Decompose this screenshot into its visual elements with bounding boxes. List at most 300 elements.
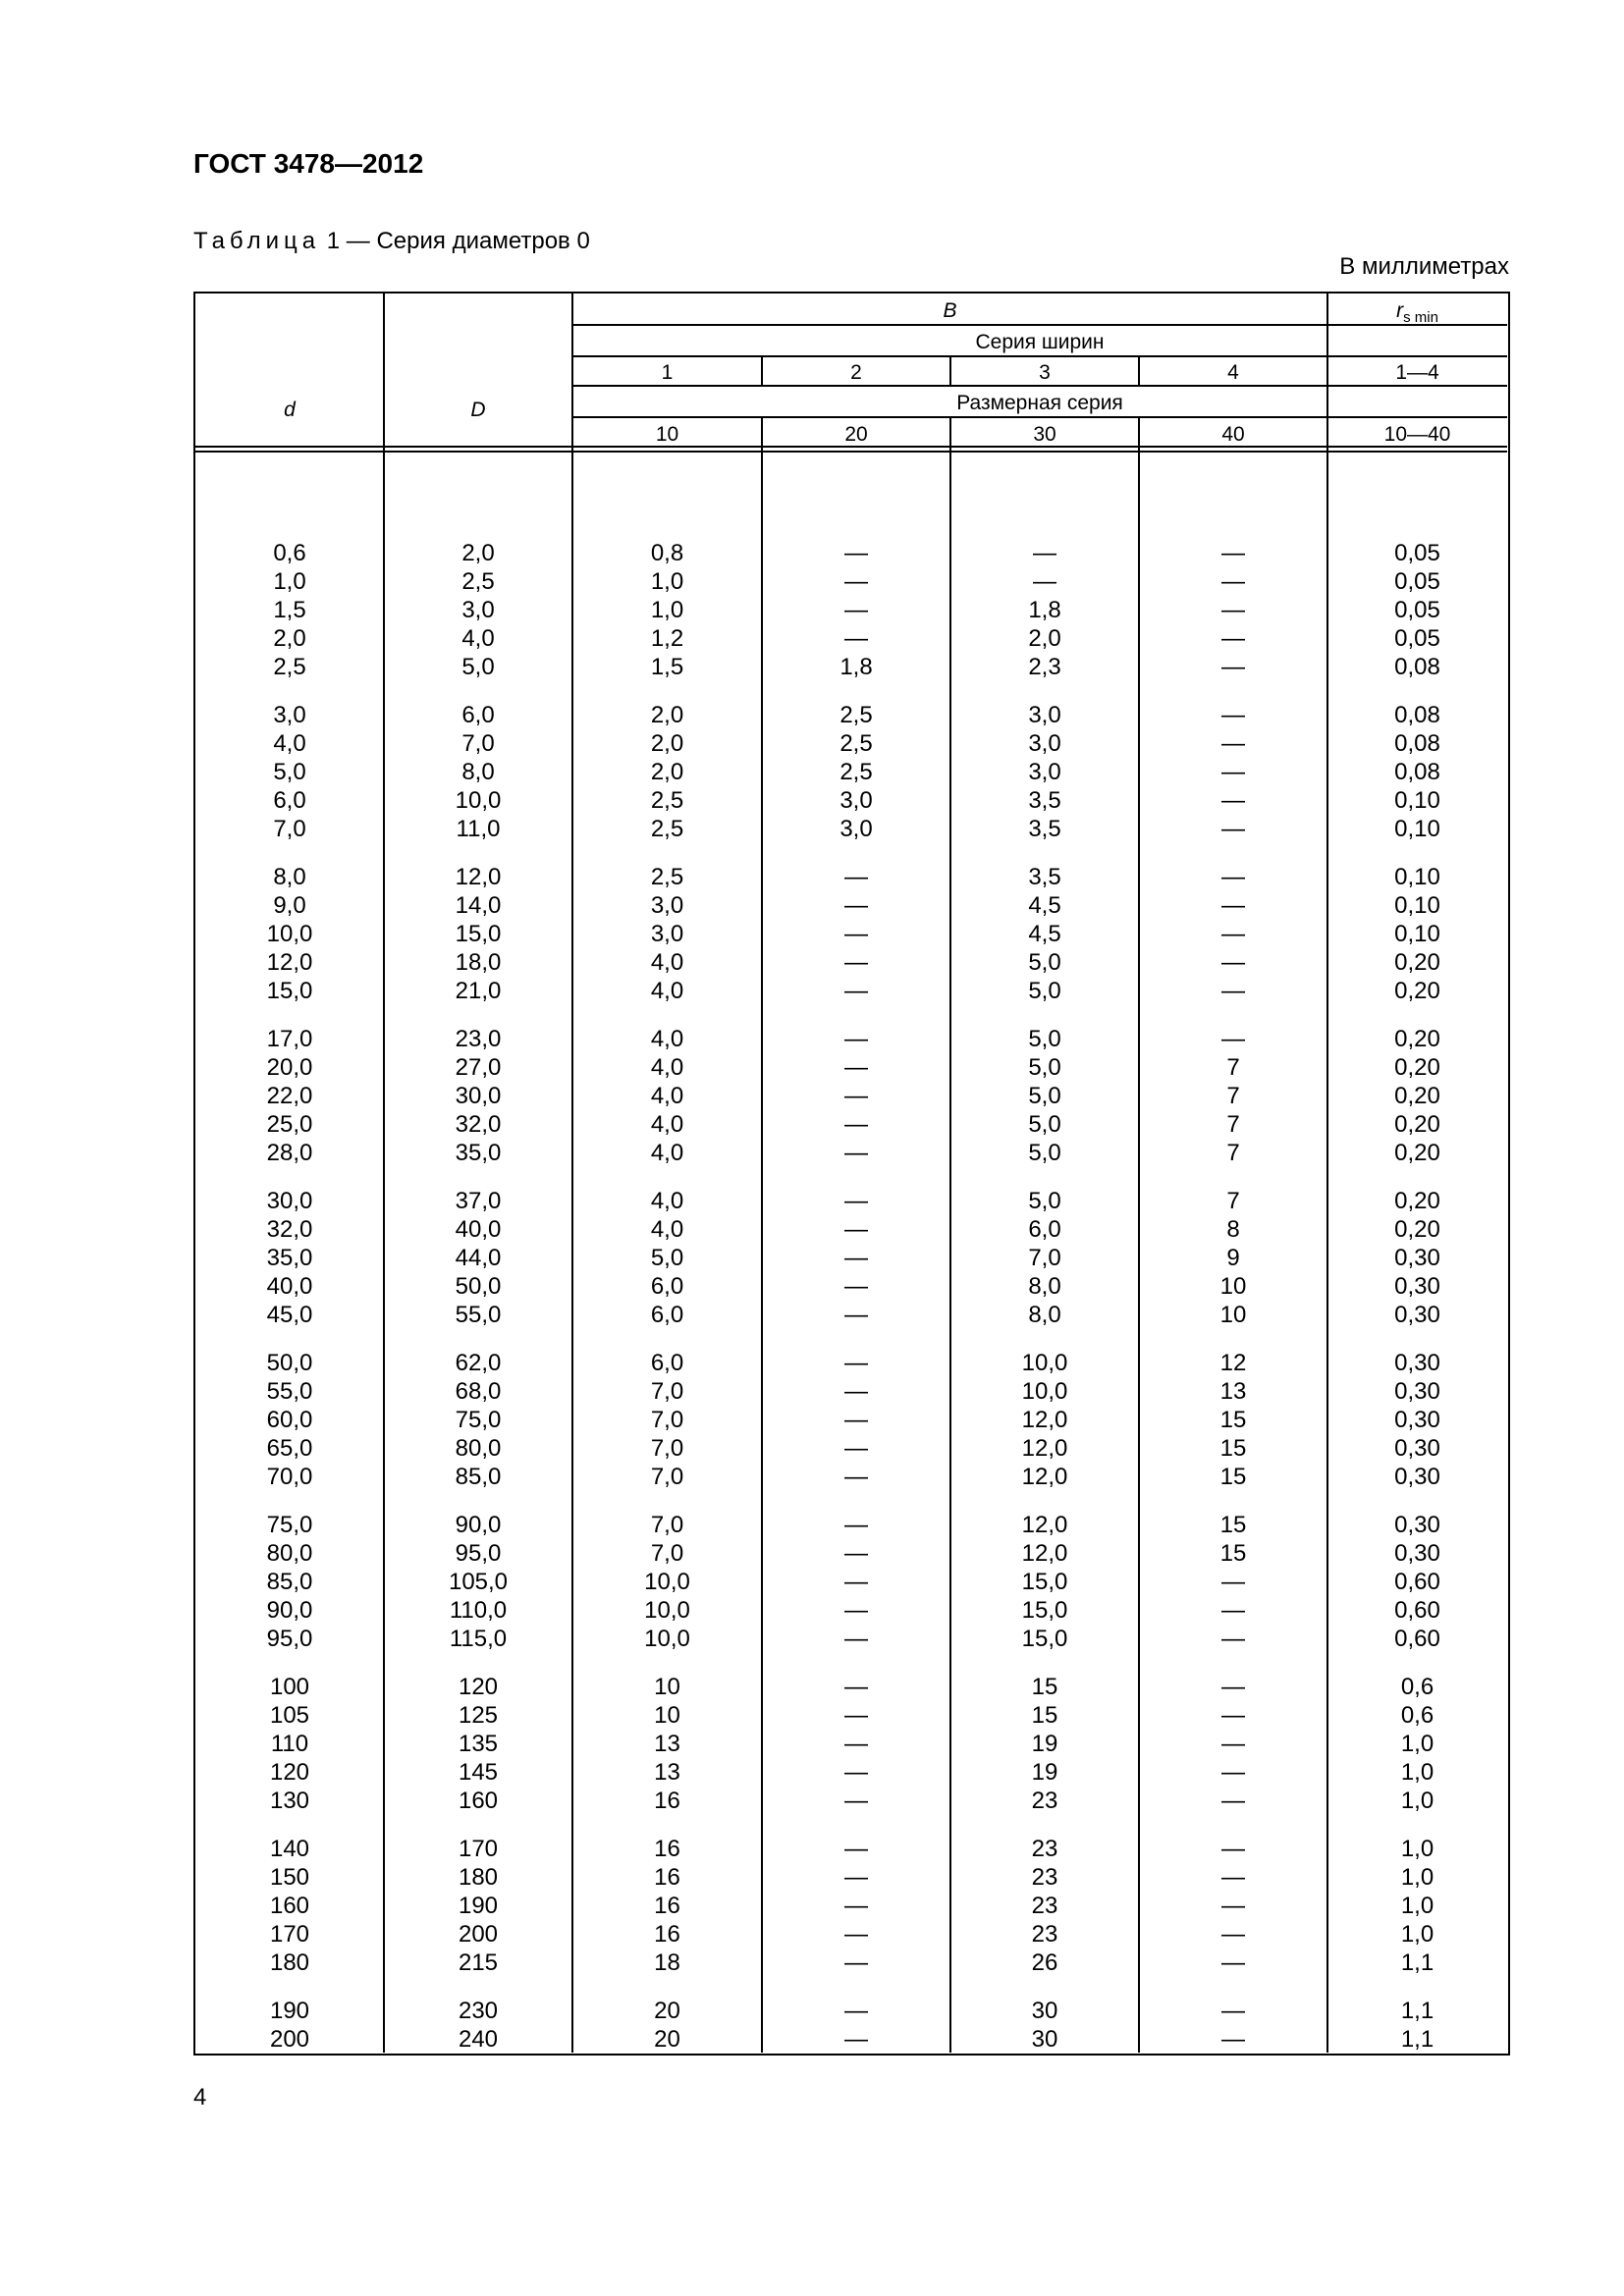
table-cell: — — [1221, 702, 1245, 728]
table-cell: 2,5 — [461, 568, 495, 595]
table-cell: 23,0 — [455, 1026, 502, 1052]
table-cell: — — [844, 1788, 868, 1814]
table-caption-label: Таблица — [193, 228, 321, 254]
header-D-text: D — [470, 399, 486, 421]
table-cell: 7,0 — [461, 730, 495, 757]
page-number: 4 — [193, 2084, 207, 2110]
table-cell: 7,0 — [650, 1378, 684, 1405]
table-cell: 22,0 — [266, 1083, 313, 1109]
table-cell: 85,0 — [266, 1569, 313, 1595]
row-group — [762, 1187, 950, 1329]
table-cell: 0,6 — [273, 540, 306, 566]
table-cell: 16 — [654, 1921, 680, 1948]
table-cell: 4,0 — [650, 978, 684, 1004]
table-cell: 10,0 — [1021, 1378, 1068, 1405]
row-group — [950, 1835, 1139, 1977]
header-series-20: 20 — [844, 423, 868, 446]
table-cell: 5,0 — [1028, 1140, 1061, 1166]
row-group — [950, 1511, 1139, 1653]
table-cell: — — [844, 1674, 868, 1700]
table-cell: 5,0 — [1028, 978, 1061, 1004]
table-cell: 95,0 — [266, 1626, 313, 1652]
row-group — [950, 863, 1139, 1005]
row-group — [950, 1025, 1139, 1167]
header-d-text: d — [284, 399, 296, 421]
table-cell: — — [844, 1626, 868, 1652]
table-cell: 12,0 — [1021, 1464, 1068, 1490]
table-cell: 0,30 — [1394, 1273, 1440, 1300]
table-cell: 0,30 — [1394, 1378, 1440, 1405]
table-cell: — — [1033, 568, 1056, 595]
table-cell: 115,0 — [449, 1626, 508, 1652]
table-cell: 5,0 — [1028, 1054, 1061, 1081]
row-group — [950, 1997, 1139, 2054]
table-cell: 2,0 — [1028, 625, 1061, 652]
table-cell: 180 — [269, 1949, 310, 1976]
table-cell: 10 — [1219, 1273, 1247, 1300]
row-group — [1139, 1835, 1327, 1977]
table-cell: 3,0 — [461, 597, 495, 623]
table-cell: — — [1221, 949, 1245, 976]
table-cell: 190 — [458, 1893, 499, 1919]
table-cell: — — [1221, 568, 1245, 595]
table-cell: 95,0 — [455, 1540, 502, 1567]
table-cell: 20,0 — [266, 1054, 313, 1081]
table-cell: — — [844, 1864, 868, 1891]
table-cell: — — [844, 1949, 868, 1976]
row-group — [572, 539, 762, 681]
table-cell: 1,1 — [1400, 1949, 1435, 1976]
table-cell: 65,0 — [266, 1435, 313, 1462]
table-cell: 160 — [269, 1893, 310, 1919]
table-cell: — — [844, 1378, 868, 1405]
table-cell: 0,30 — [1394, 1350, 1440, 1376]
table-cell: 2,0 — [461, 540, 495, 566]
table-cell: 7 — [1226, 1054, 1240, 1081]
table-cell: 0,10 — [1394, 921, 1440, 947]
table-cell: — — [844, 1111, 868, 1138]
table-cell: — — [844, 597, 868, 623]
table-cell: 85,0 — [455, 1464, 502, 1490]
table-cell: 1,5 — [650, 654, 684, 680]
table-cell: 2,0 — [650, 759, 684, 785]
row-group — [762, 1025, 950, 1167]
table-cell: 11,0 — [456, 816, 501, 842]
table-cell: 15 — [1219, 1407, 1247, 1433]
row-group — [762, 1835, 950, 1977]
table-cell: — — [844, 1731, 868, 1757]
table-cell: 2,3 — [1028, 654, 1061, 680]
table-cell: 1,0 — [273, 568, 306, 595]
table-cell: — — [844, 1140, 868, 1166]
table-cell: 0,05 — [1394, 540, 1440, 566]
table-cell: — — [1221, 864, 1245, 890]
row-group — [195, 1349, 384, 1491]
table-cell: 135 — [458, 1731, 499, 1757]
table-cell: 16 — [654, 1893, 680, 1919]
table-cell: 5,0 — [1028, 949, 1061, 976]
table-cell: 6,0 — [461, 702, 495, 728]
table-cell: 9,0 — [273, 892, 306, 919]
table-cell: 1,0 — [1400, 1759, 1435, 1786]
table-cell: 4,5 — [1028, 892, 1061, 919]
table-cell: 23 — [1031, 1864, 1058, 1891]
table-cell: 3,5 — [1028, 787, 1061, 814]
table-cell: 7,0 — [650, 1464, 684, 1490]
table-cell: 0,30 — [1394, 1435, 1440, 1462]
header-width-3: 3 — [1039, 361, 1051, 384]
column-B-3 — [950, 539, 1139, 2073]
table-cell: 12,0 — [455, 864, 502, 890]
table-cell: — — [1221, 759, 1245, 785]
table-cell: 30,0 — [455, 1083, 502, 1109]
row-group — [1139, 1187, 1327, 1329]
table-cell: 3,0 — [839, 816, 873, 842]
table-cell: 10,0 — [266, 921, 313, 947]
table-cell: — — [844, 1569, 868, 1595]
table-cell: — — [844, 892, 868, 919]
table-cell: — — [1221, 1921, 1245, 1948]
table-cell: 16 — [654, 1788, 680, 1814]
table-cell: 16 — [654, 1864, 680, 1891]
table-cell: 150 — [269, 1864, 310, 1891]
table-cell: — — [1221, 1674, 1245, 1700]
table-cell: 8,0 — [1028, 1273, 1061, 1300]
table-cell: 5,0 — [650, 1245, 684, 1271]
table-cell: 2,5 — [650, 864, 684, 890]
header-series-30: 30 — [1033, 423, 1056, 446]
table-cell: — — [844, 921, 868, 947]
table-cell: — — [1221, 730, 1245, 757]
row-group — [572, 1835, 762, 1977]
header-width-series: Серия ширин — [975, 331, 1105, 353]
row-group — [1139, 539, 1327, 681]
table-cell: 5,0 — [461, 654, 495, 680]
table-cell: 3,0 — [839, 787, 873, 814]
table-cell: 2,5 — [650, 787, 684, 814]
table-cell: 2,5 — [650, 816, 684, 842]
table-cell: 180 — [458, 1864, 499, 1891]
table-cell: — — [844, 1026, 868, 1052]
table-cell: 1,1 — [1400, 2026, 1435, 2053]
table-cell: 7 — [1226, 1111, 1240, 1138]
column-rs-min — [1327, 539, 1507, 2073]
table-cell: 40,0 — [455, 1216, 502, 1243]
table-cell: 1,5 — [273, 597, 306, 623]
table-cell: 2,5 — [839, 730, 873, 757]
table-cell: 27,0 — [455, 1054, 502, 1081]
table-cell: 23 — [1031, 1836, 1058, 1862]
table-cell: 1,0 — [1400, 1921, 1435, 1948]
table-cell: 6,0 — [650, 1350, 684, 1376]
table-cell: 0,05 — [1394, 597, 1440, 623]
table-cell: — — [1221, 816, 1245, 842]
table-cell: — — [1221, 2026, 1245, 2053]
table-cell: 12,0 — [266, 949, 313, 976]
row-group — [384, 701, 572, 843]
table-cell: 21,0 — [455, 978, 502, 1004]
table-cell: — — [1221, 1626, 1245, 1652]
row-group — [384, 863, 572, 1005]
row-group — [384, 1511, 572, 1653]
row-group — [384, 1997, 572, 2054]
row-group — [1327, 701, 1507, 843]
table-cell: — — [844, 1435, 868, 1462]
table-cell: 105 — [269, 1702, 310, 1729]
table-cell: 200 — [269, 2026, 310, 2053]
table-cell: 15 — [1219, 1512, 1247, 1538]
table-cell: — — [844, 1083, 868, 1109]
table-cell: — — [1221, 625, 1245, 652]
table-cell: — — [844, 1540, 868, 1567]
row-group — [1327, 863, 1507, 1005]
table-cell: 23 — [1031, 1893, 1058, 1919]
table-cell: 25,0 — [266, 1111, 313, 1138]
table-cell: — — [844, 1702, 868, 1729]
table-cell: — — [844, 1245, 868, 1271]
row-group — [195, 1187, 384, 1329]
table-cell: 50,0 — [455, 1273, 502, 1300]
row-group — [195, 1997, 384, 2054]
table-cell: 0,8 — [650, 540, 684, 566]
table-cell: 215 — [458, 1949, 499, 1976]
row-group — [762, 863, 950, 1005]
table-cell: 0,20 — [1394, 1188, 1440, 1214]
table-cell: — — [1221, 1759, 1245, 1786]
document-code: ГОСТ 3478—2012 — [193, 148, 424, 179]
table-cell: 4,0 — [650, 1216, 684, 1243]
table-cell: 4,0 — [650, 1026, 684, 1052]
table-cell: 70,0 — [266, 1464, 313, 1490]
table-cell: — — [844, 1464, 868, 1490]
table-cell: 0,05 — [1394, 568, 1440, 595]
row-group — [384, 1349, 572, 1491]
table-cell: — — [1221, 1788, 1245, 1814]
table-cell: 10 — [1219, 1302, 1247, 1328]
table-cell: 15 — [1219, 1464, 1247, 1490]
table-cell: — — [1221, 1998, 1245, 2024]
table-cell: — — [844, 864, 868, 890]
table-cell: 55,0 — [455, 1302, 502, 1328]
table-cell: 62,0 — [455, 1350, 502, 1376]
table-cell: 0,30 — [1394, 1540, 1440, 1567]
table-cell: — — [1221, 1893, 1245, 1919]
table-cell: 50,0 — [266, 1350, 313, 1376]
table-cell: — — [844, 1216, 868, 1243]
row-group — [1327, 1673, 1507, 1815]
table-cell: — — [1221, 1026, 1245, 1052]
table-cell: 12,0 — [1021, 1407, 1068, 1433]
table-cell: 15,0 — [1021, 1626, 1068, 1652]
table-cell: — — [844, 1350, 868, 1376]
table-cell: 23 — [1031, 1921, 1058, 1948]
header-width-1: 1 — [661, 361, 674, 384]
table-cell: 1,0 — [1400, 1788, 1435, 1814]
table-cell: 170 — [269, 1921, 310, 1948]
table-cell: 10,0 — [644, 1597, 690, 1624]
table-cell: 3,0 — [650, 892, 684, 919]
table-cell: 1,0 — [1400, 1731, 1435, 1757]
table-cell: — — [844, 1054, 868, 1081]
table-cell: — — [1221, 1597, 1245, 1624]
table-cell: 13 — [654, 1731, 680, 1757]
header-series-40: 40 — [1221, 423, 1245, 446]
table-cell: 160 — [458, 1788, 499, 1814]
table-cell: 120 — [458, 1674, 499, 1700]
table-cell: 0,20 — [1394, 1111, 1440, 1138]
table-cell: — — [1033, 540, 1056, 566]
row-group — [950, 539, 1139, 681]
table-cell: 0,20 — [1394, 1216, 1440, 1243]
table-cell: 75,0 — [455, 1407, 502, 1433]
row-group — [384, 539, 572, 681]
table-cell: — — [1221, 654, 1245, 680]
row-group — [572, 701, 762, 843]
table-cell: — — [844, 1188, 868, 1214]
table-cell: — — [844, 978, 868, 1004]
row-group — [195, 1511, 384, 1653]
table-cell: 7,0 — [273, 816, 306, 842]
table-cell: 14,0 — [455, 892, 502, 919]
table-cell: 32,0 — [266, 1216, 313, 1243]
table-cell: 15 — [1031, 1702, 1058, 1729]
table-cell: 4,0 — [650, 1054, 684, 1081]
table-cell: 15,0 — [266, 978, 313, 1004]
table-cell: 4,0 — [650, 1140, 684, 1166]
row-group — [950, 1673, 1139, 1815]
table-cell: 7 — [1226, 1083, 1240, 1109]
row-group — [195, 701, 384, 843]
table-cell: 16 — [654, 1836, 680, 1862]
header-series-range: 10—40 — [1383, 423, 1451, 446]
table-cell: 4,0 — [461, 625, 495, 652]
table-cell: 170 — [458, 1836, 499, 1862]
table-cell: 35,0 — [455, 1140, 502, 1166]
table-cell: 190 — [269, 1998, 310, 2024]
table-cell: — — [844, 1512, 868, 1538]
table-cell: 2,5 — [839, 702, 873, 728]
table-cell: 12,0 — [1021, 1435, 1068, 1462]
table-cell: 6,0 — [650, 1302, 684, 1328]
table-cell: 40,0 — [266, 1273, 313, 1300]
table-cell: — — [1221, 921, 1245, 947]
table-cell: 4,0 — [650, 1188, 684, 1214]
row-group — [1139, 1673, 1327, 1815]
row-group — [195, 1835, 384, 1977]
table-cell: — — [1221, 1864, 1245, 1891]
table-cell: 1,2 — [650, 625, 684, 652]
table-cell: — — [844, 1893, 868, 1919]
table-cell: 4,0 — [650, 949, 684, 976]
data-table — [193, 292, 1510, 2056]
table-cell: 200 — [458, 1921, 499, 1948]
row-group — [572, 1187, 762, 1329]
table-cell: 19 — [1031, 1731, 1058, 1757]
row-group — [762, 539, 950, 681]
table-cell: — — [1221, 1949, 1245, 1976]
table-cell: 0,20 — [1394, 978, 1440, 1004]
table-cell: 230 — [458, 1998, 499, 2024]
table-cell: — — [1221, 540, 1245, 566]
table-cell: — — [1221, 1569, 1245, 1595]
table-cell: 240 — [458, 2026, 499, 2053]
row-group — [572, 1511, 762, 1653]
table-cell: 0,05 — [1394, 625, 1440, 652]
units-note: В миллиметрах — [1339, 253, 1509, 280]
table-cell: 100 — [269, 1674, 310, 1700]
table-cell: 105,0 — [448, 1569, 509, 1595]
table-cell: 90,0 — [455, 1512, 502, 1538]
header-rs-main: r — [1396, 299, 1404, 322]
header-B-text: B — [943, 299, 957, 322]
row-group — [195, 1025, 384, 1167]
table-cell: 5,0 — [1028, 1026, 1061, 1052]
row-group — [572, 1997, 762, 2054]
table-cell: 7 — [1226, 1140, 1240, 1166]
row-group — [950, 701, 1139, 843]
table-cell: 3,0 — [273, 702, 306, 728]
table-cell: 0,30 — [1394, 1245, 1440, 1271]
table-cell: 10,0 — [644, 1569, 690, 1595]
table-cell: 0,10 — [1394, 816, 1440, 842]
table-cell: 1,8 — [1028, 597, 1061, 623]
row-group — [1327, 1025, 1507, 1167]
table-cell: 18,0 — [455, 949, 502, 976]
table-cell: 20 — [654, 1998, 680, 2024]
table-cell: — — [844, 1273, 868, 1300]
row-group — [1139, 701, 1327, 843]
table-cell: 20 — [654, 2026, 680, 2053]
table-cell: 0,30 — [1394, 1407, 1440, 1433]
table-cell: 6,0 — [273, 787, 306, 814]
table-cell: 0,20 — [1394, 949, 1440, 976]
table-cell: 44,0 — [455, 1245, 502, 1271]
table-body — [195, 294, 1508, 2054]
table-cell: 80,0 — [266, 1540, 313, 1567]
row-group — [762, 1349, 950, 1491]
header-rs-sub: s min — [1403, 309, 1438, 327]
table-cell: 19 — [1031, 1759, 1058, 1786]
table-cell: 1,0 — [650, 597, 684, 623]
row-group — [1327, 1349, 1507, 1491]
table-cell: 0,60 — [1394, 1569, 1440, 1595]
table-cell: 110,0 — [449, 1597, 508, 1624]
row-group — [384, 1187, 572, 1329]
table-cell: 1,0 — [1400, 1836, 1435, 1862]
table-cell: 68,0 — [455, 1378, 502, 1405]
table-cell: 10,0 — [644, 1626, 690, 1652]
table-cell: 0,60 — [1394, 1626, 1440, 1652]
table-cell: 60,0 — [266, 1407, 313, 1433]
table-cell: — — [844, 1759, 868, 1786]
table-cell: 0,20 — [1394, 1140, 1440, 1166]
table-cell: 37,0 — [455, 1188, 502, 1214]
table-cell: 30 — [1031, 2026, 1058, 2053]
row-group — [762, 1997, 950, 2054]
header-width-4: 4 — [1227, 361, 1239, 384]
table-cell: 32,0 — [455, 1111, 502, 1138]
row-group — [1139, 1025, 1327, 1167]
table-cell: — — [844, 949, 868, 976]
table-cell: 1,0 — [650, 568, 684, 595]
row-group — [384, 1673, 572, 1815]
row-group — [384, 1835, 572, 1977]
table-cell: 30,0 — [266, 1188, 313, 1214]
row-group — [195, 1673, 384, 1815]
table-cell: 0,08 — [1394, 730, 1440, 757]
table-cell: — — [1221, 1731, 1245, 1757]
table-cell: 3,0 — [650, 921, 684, 947]
